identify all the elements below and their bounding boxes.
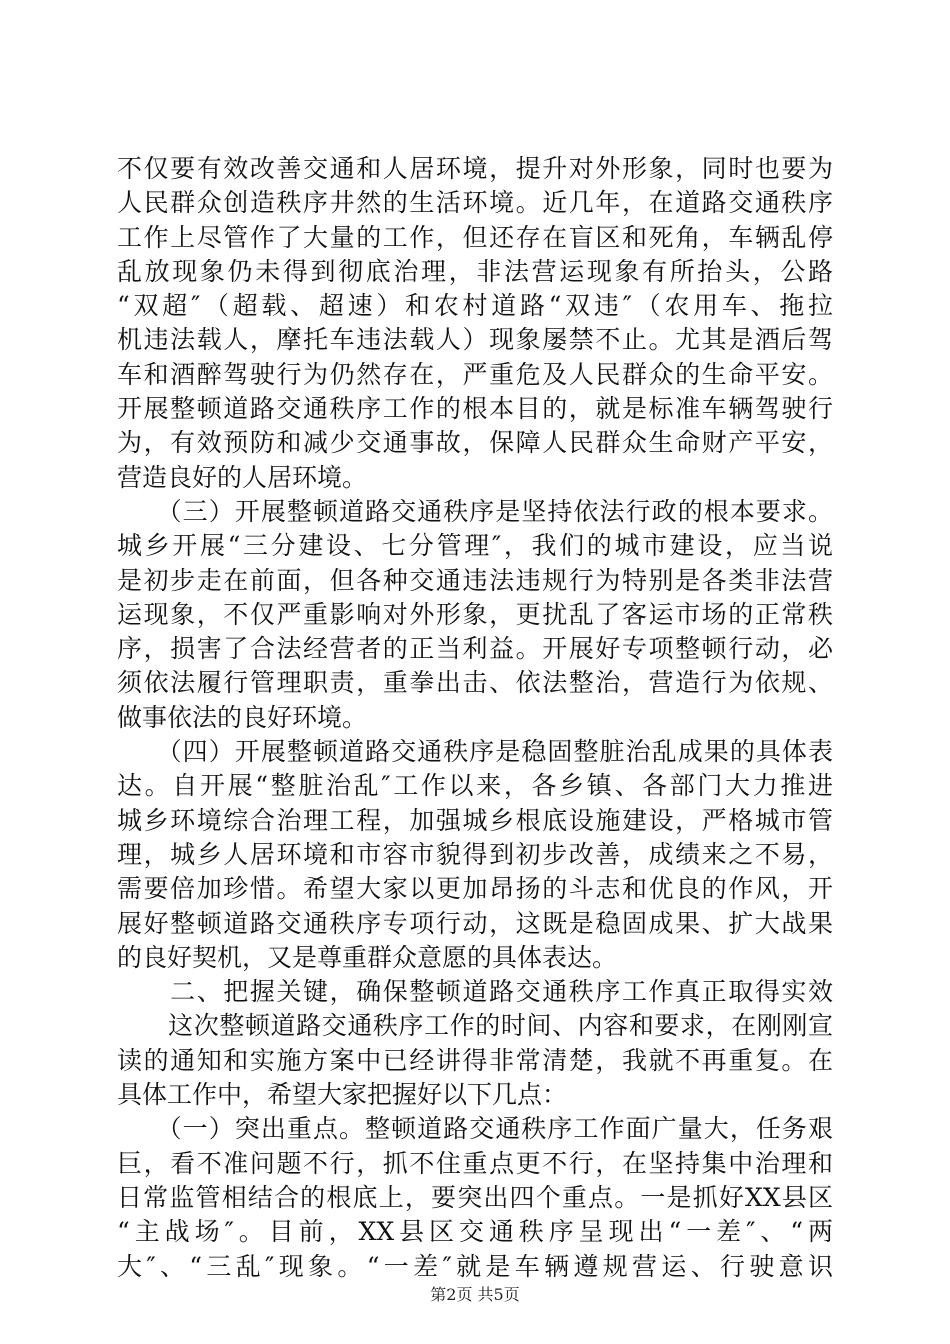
text-line: 车和酒醉驾驶行为仍然存在，严重危及人民群众的生命平安。 — [117, 359, 833, 389]
text-line: 达。自开展“整脏治乱″工作以来，各乡镇、各部门大力推进 — [117, 771, 833, 801]
text-line: 序，损害了合法经营者的正当利益。开展好专项整顿行动，必 — [117, 634, 833, 664]
text-line: 的良好契机，又是尊重群众意愿的具体表达。 — [117, 942, 618, 972]
text-line: “双超″（超载、超速）和农村道路“双违″（农用车、拖拉 — [117, 291, 833, 321]
text-line: 具体工作中，希望大家把握好以下几点： — [117, 1080, 568, 1110]
text-line: 需要倍加珍惜。希望大家以更加昂扬的斗志和优良的作风，开 — [117, 874, 833, 904]
text-line: 开展整顿道路交通秩序工作的根本目的，就是标准车辆驾驶行 — [117, 394, 833, 424]
text-line: “主战场″。目前，XX县区交通秩序呈现出“一差″、“两 — [117, 1217, 833, 1247]
text-line: 理，城乡人居环境和市容市貌得到初步改善，成绩来之不易， — [117, 839, 833, 869]
page-footer: 第2页 共5页 — [430, 1285, 520, 1304]
text-line: 机违法载人，摩托车违法载人）现象屡禁不止。尤其是酒后驾 — [117, 325, 833, 355]
text-line: 运现象，不仅严重影响对外形象，更扰乱了客运市场的正常秩 — [117, 599, 833, 629]
text-line: 是初步走在前面，但各种交通违法违规行为特别是各类非法营 — [117, 565, 833, 595]
text-line: 不仅要有效改善交通和人居环境，提升对外形象，同时也要为 — [117, 154, 833, 183]
text-line: 做事依法的良好环境。 — [117, 702, 368, 732]
text-line: 巨，看不准问题不行，抓不住重点更不行，在坚持集中治理和 — [117, 1148, 833, 1178]
text-line: 日常监管相结合的根底上，要突出四个重点。一是抓好XX县区 — [117, 1182, 833, 1212]
paragraph-heading-line: （四）开展整顿道路交通秩序是稳固整脏治乱成果的具体表 — [117, 737, 833, 767]
text-line: 须依法履行管理职责，重拳出击、依法整治，营造行为依规、 — [117, 668, 833, 698]
text-line: 工作上尽管作了大量的工作，但还存在盲区和死角，车辆乱停 — [117, 222, 833, 252]
text-line: 为，有效预防和减少交通事故，保障人民群众生命财产平安， — [117, 428, 833, 458]
text-line: 城乡开展“三分建设、七分管理″，我们的城市建设，应当说 — [117, 531, 833, 561]
text-line: 营造良好的人居环境。 — [117, 462, 368, 492]
text-line: 展好整顿道路交通秩序专项行动，这既是稳固成果、扩大战果 — [117, 908, 833, 938]
text-line: 读的通知和实施方案中已经讲得非常清楚，我就不再重复。在 — [117, 1045, 833, 1075]
text-line: 人民群众创造秩序井然的生活环境。近几年，在道路交通秩序 — [117, 188, 833, 218]
text-line: 这次整顿道路交通秩序工作的时间、内容和要求，在刚刚宣 — [117, 1011, 833, 1041]
document-body — [117, 152, 833, 1284]
text-line: 乱放现象仍未得到彻底治理，非法营运现象有所抬头，公路 — [117, 256, 833, 286]
text-line: 大″、“三乱″现象。“一差″就是车辆遵规营运、行驶意识 — [117, 1251, 833, 1281]
text-line: 城乡环境综合治理工程，加强城乡根底设施建设，严格城市管 — [117, 805, 833, 835]
paragraph-heading-line: （三）开展整顿道路交通秩序是坚持依法行政的根本要求。 — [117, 496, 833, 526]
section-heading-line: 二、把握关键，确保整顿道路交通秩序工作真正取得实效 — [117, 977, 833, 1007]
paragraph-heading-line: （一）突出重点。整顿道路交通秩序工作面广量大，任务艰 — [117, 1114, 833, 1144]
